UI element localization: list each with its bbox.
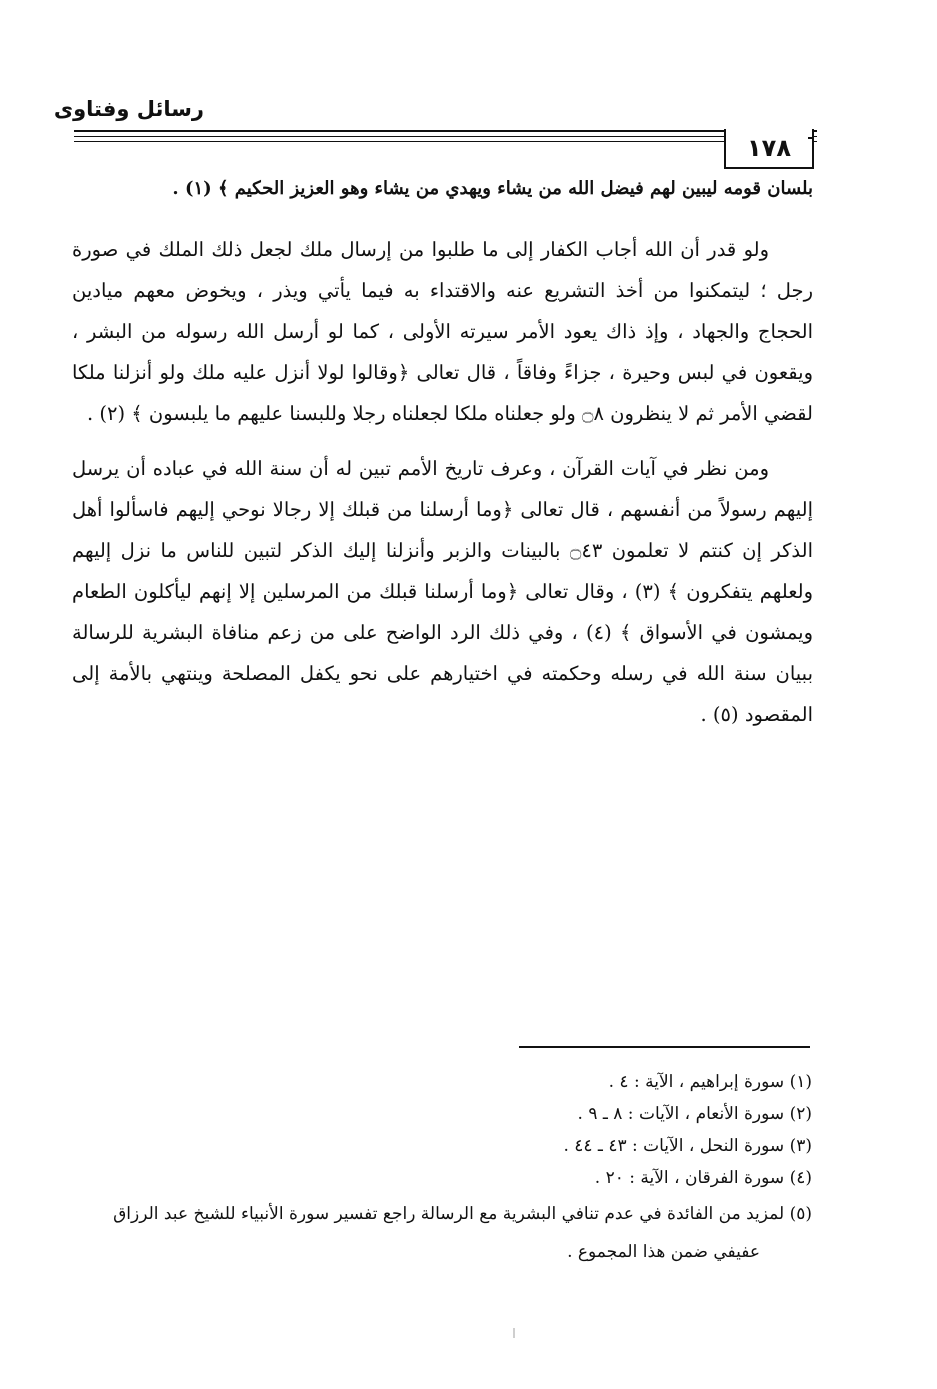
header-rule-top [74,130,817,132]
footnote-continuation: عفيفي ضمن هذا المجموع . [567,1242,760,1262]
paragraph: ولو قدر أن الله أجاب الكفار إلى ما طلبوا من إرسال ملك لجعل ذلك الملك في صورة رجل ؛ ليتمكنوا من أخذ التشريع عنه والاقتداء به فيما يأتي ويذر ، ويخوض معهم ميادين الحجاج والجهاد ، وإذ ذاك يعود الأمر سيرته الأولى ، كما لو أرسل الله رسوله من البشر ، ويقعون في لبس وحيرة ، جزاءً وفاقاً ، قال تعالى ﴿وقالوا لولا أنزل عليه ملك ولو أنزلنا ملكا لقضي الأمر ثم لا ينظرون ۝٨ ولو جعلناه ملكا لجعلناه رجلا وللبسنا عليهم ما يلبسون ﴾ (٢) . [72,238,813,425]
header-rule-middle [74,136,817,137]
footnote-item: (٢) سورة الأنعام ، الآيات : ٨ ـ ٩ . [577,1104,812,1124]
footnote-item: (٣) سورة النحل ، الآيات : ٤٣ ـ ٤٤ . [563,1136,812,1156]
footnote-item [60,1195,812,1271]
running-header-title: رسائل وفتاوى [53,97,204,121]
footnote-item: (٤) سورة الفرقان ، الآية : ٢٠ . [594,1168,812,1188]
footnote-text: (٥) لمزيد من الفائدة في عدم تنافي البشرية مع الرسالة راجع تفسير سورة الأنبياء للشيخ عبد الرزاق [113,1204,812,1224]
page-number-box: ١٧٨ [724,129,814,169]
paragraph: ومن نظر في آيات القرآن ، وعرف تاريخ الأمم تبين له أن سنة الله في عباده أن يرسل إليهم رسولاً من أنفسهم ، قال تعالى ﴿وما أرسلنا من قبلك إلا رجالا نوحي إليهم فاسألوا أهل الذكر إن كنتم لا تعلمون ۝٤٣ بالبينات والزبر وأنزلنا إليك الذكر لتبين للناس ما نزل إليهم ولعلهم يتفكرون ﴾ (٣) ، وقال تعالى ﴿وما أرسلنا قبلك من المرسلين إلا إنهم ليأكلون الطعام ويمشون في الأسواق ﴾ (٤) ، وفي ذلك الرد الواضح على من زعم منافاة البشرية للرسالة ببيان سنة الله في رسله وحكمته في اختيارهم على نحو يكفل المصلحة وينتهي بالأمة إلى المقصود (٥) . [72,457,813,726]
footnote-item: (١) سورة إبراهيم ، الآية : ٤ . [608,1072,812,1092]
main-text [72,168,813,749]
paragraph-verse-continuation: بلسان قومه ليبين لهم فيضل الله من يشاء ويهدي من يشاء وهو العزيز الحكيم ﴾ (١) . [172,178,813,199]
header-rule-bottom [74,141,817,142]
footnotes-list [60,1067,812,1272]
scan-mark [513,1328,515,1338]
footnote-separator [519,1046,810,1048]
